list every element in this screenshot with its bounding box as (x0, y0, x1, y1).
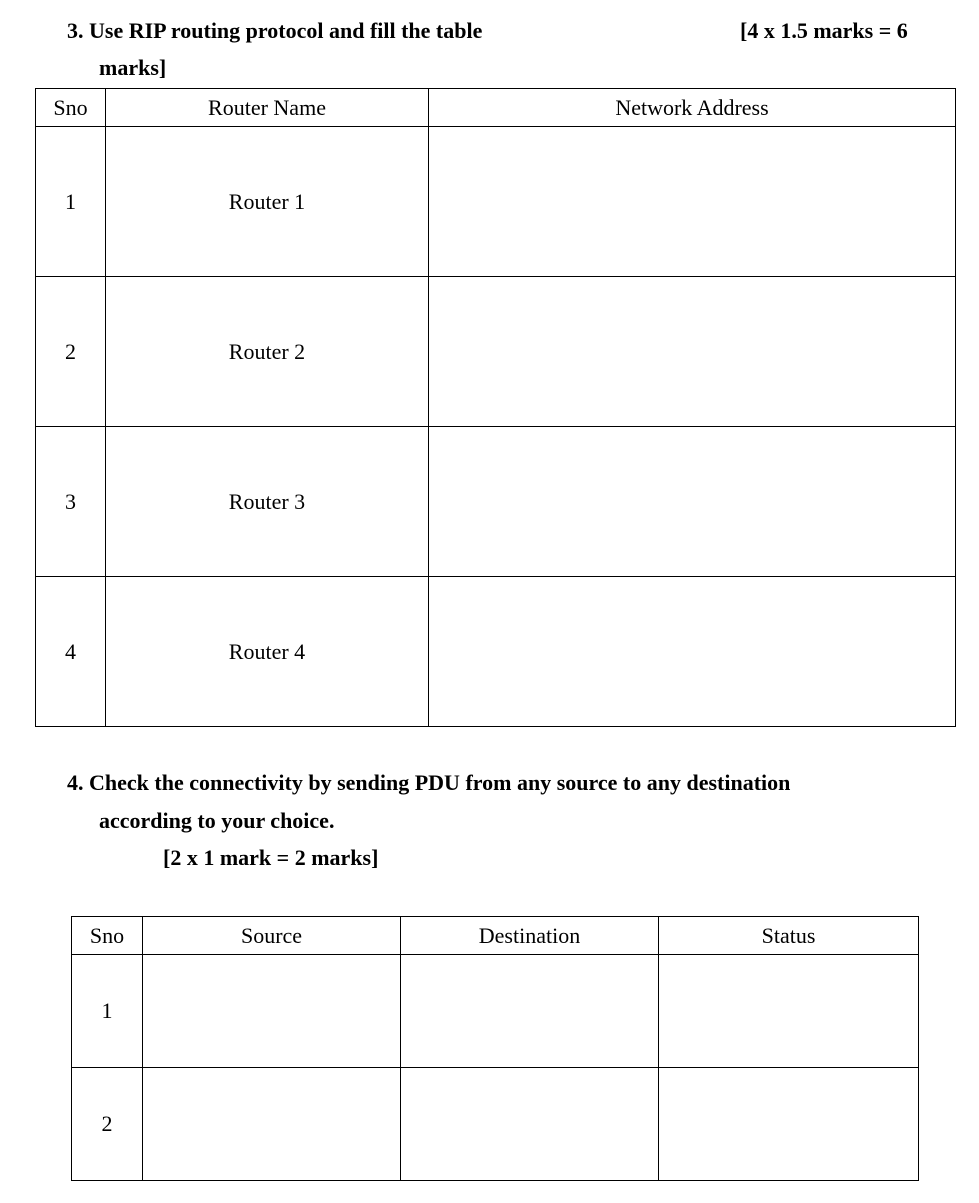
router-name-cell: Router 1 (106, 127, 429, 277)
network-address-cell[interactable] (429, 277, 956, 427)
header-destination: Destination (401, 917, 659, 955)
network-address-cell[interactable] (429, 577, 956, 727)
question-4-text: 4. Check the connectivity by sending PDU from any source to any destination (67, 770, 791, 795)
destination-cell[interactable] (401, 955, 659, 1068)
status-cell[interactable] (659, 1068, 919, 1181)
question-3-text: 3. Use RIP routing protocol and fill the table (67, 18, 483, 43)
sno-cell: 1 (36, 127, 106, 277)
network-address-cell[interactable] (429, 427, 956, 577)
pdu-table-header (72, 917, 919, 955)
header-sno: Sno (72, 917, 143, 955)
pdu-table (71, 916, 919, 1181)
header-sno: Sno (36, 89, 106, 127)
header-router-name: Router Name (106, 89, 429, 127)
header-source: Source (143, 917, 401, 955)
sno-cell: 2 (72, 1068, 143, 1181)
table-row (36, 127, 956, 277)
table-row (36, 427, 956, 577)
router-table-header (36, 89, 956, 127)
header-status: Status (659, 917, 919, 955)
question-3-text-continued: marks] (99, 55, 167, 80)
router-name-cell: Router 3 (106, 427, 429, 577)
table-row (36, 277, 956, 427)
table-row (72, 955, 919, 1068)
source-cell[interactable] (143, 1068, 401, 1181)
header-network-address: Network Address (429, 89, 956, 127)
status-cell[interactable] (659, 955, 919, 1068)
destination-cell[interactable] (401, 1068, 659, 1181)
source-cell[interactable] (143, 955, 401, 1068)
question-4-marks: [2 x 1 mark = 2 marks] (163, 845, 379, 870)
network-address-cell[interactable] (429, 127, 956, 277)
router-name-cell: Router 4 (106, 577, 429, 727)
sno-cell: 4 (36, 577, 106, 727)
question-3-marks: [4 x 1.5 marks = 6 (740, 18, 908, 43)
sno-cell: 1 (72, 955, 143, 1068)
table-row (72, 1068, 919, 1181)
router-table (35, 88, 956, 727)
question-4-text-continued: according to your choice. (99, 808, 335, 833)
sno-cell: 2 (36, 277, 106, 427)
router-name-cell: Router 2 (106, 277, 429, 427)
table-row (36, 577, 956, 727)
sno-cell: 3 (36, 427, 106, 577)
